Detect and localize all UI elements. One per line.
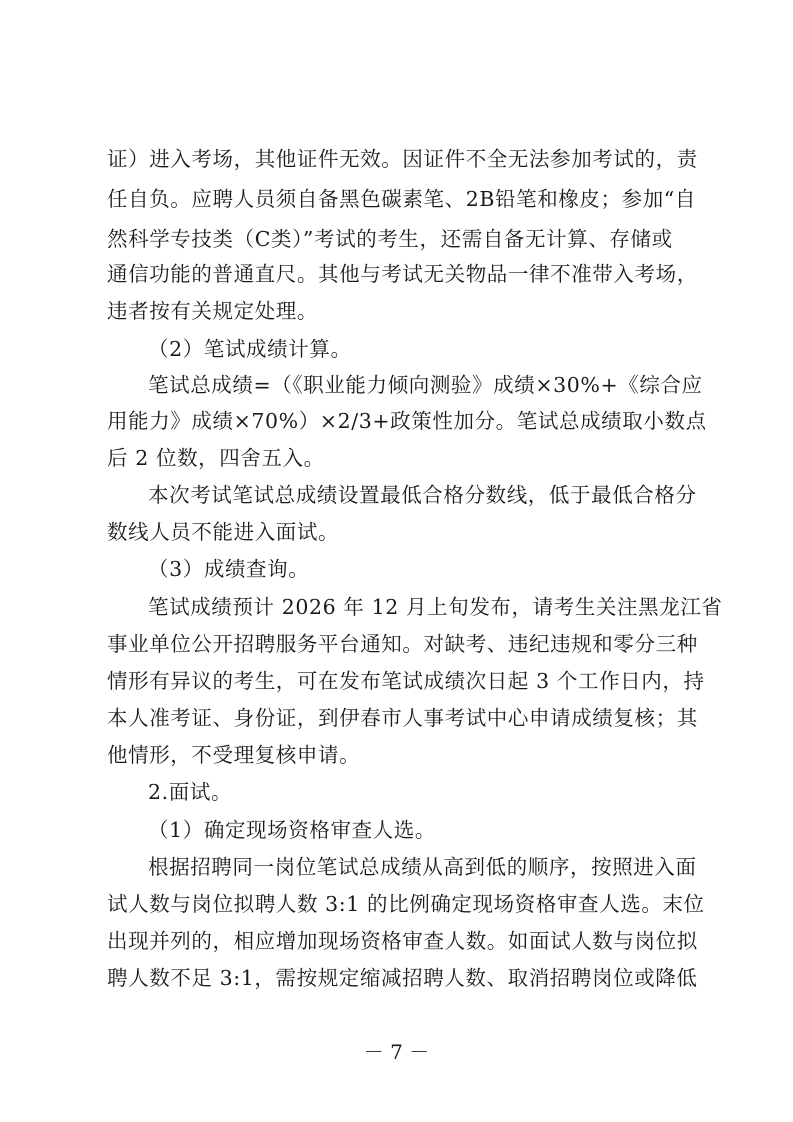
text-line: 笔试总成绩=（《职业能力倾向测验》成绩×30%+《综合应 xyxy=(148,373,703,397)
text-line: 情形有异议的考生，可在发布笔试成绩次日起 3 个工作日内，持 xyxy=(107,669,705,693)
text-line: 用能力》成绩×70%）×2/3+政策性加分。笔试总成绩取小数点 xyxy=(107,409,707,433)
section-heading: （3）成绩查询。 xyxy=(148,557,310,581)
section-heading: （1）确定现场资格审查人选。 xyxy=(148,818,436,842)
text-line: 笔试成绩预计 2026 年 12 月上旬发布，请考生关注黑龙江省 xyxy=(148,595,723,619)
text-line: 他情形，不受理复核申请。 xyxy=(107,743,361,767)
text-line: 聘人数不足 3:1，需按规定缩减招聘人数、取消招聘岗位或降低 xyxy=(107,966,698,990)
section-heading: （2）笔试成绩计算。 xyxy=(148,337,352,361)
section-heading: 2.面试。 xyxy=(148,780,233,804)
text-line: 任自负。应聘人员须自备黑色碳素笔、2B铅笔和橡皮；参加“自 xyxy=(107,187,696,211)
text-line: 证）进入考场，其他证件无效。因证件不全无法参加考试的，责 xyxy=(107,147,698,171)
text-line: 试人数与岗位拟聘人数 3:1 的比例确定现场资格审查人选。末位 xyxy=(107,892,705,916)
text-line: 本人准考证、身份证，到伊春市人事考试中心申请成绩复核；其 xyxy=(107,706,698,730)
text-line: 通信功能的普通直尺。其他与考试无关物品一律不准带入考场， xyxy=(107,262,698,286)
text-line: 事业单位公开招聘服务平台通知。对缺考、违纪违规和零分三种 xyxy=(107,632,698,656)
text-line: 然科学专技类（C类）”考试的考生，还需自备无计算、存储或 xyxy=(107,227,673,251)
text-line: 后 2 位数，四舍五入。 xyxy=(107,446,325,470)
text-line: 根据招聘同一岗位笔试总成绩从高到低的顺序，按照进入面 xyxy=(148,855,697,879)
text-line: 违者按有关规定处理。 xyxy=(107,299,318,323)
text-line: 出现并列的，相应增加现场资格审查人数。如面试人数与岗位拟 xyxy=(107,929,698,953)
page-number: － 7 － xyxy=(363,1040,430,1064)
text-line: 本次考试笔试总成绩设置最低合格分数线，低于最低合格分 xyxy=(148,483,697,507)
text-line: 数线人员不能进入面试。 xyxy=(107,520,340,544)
